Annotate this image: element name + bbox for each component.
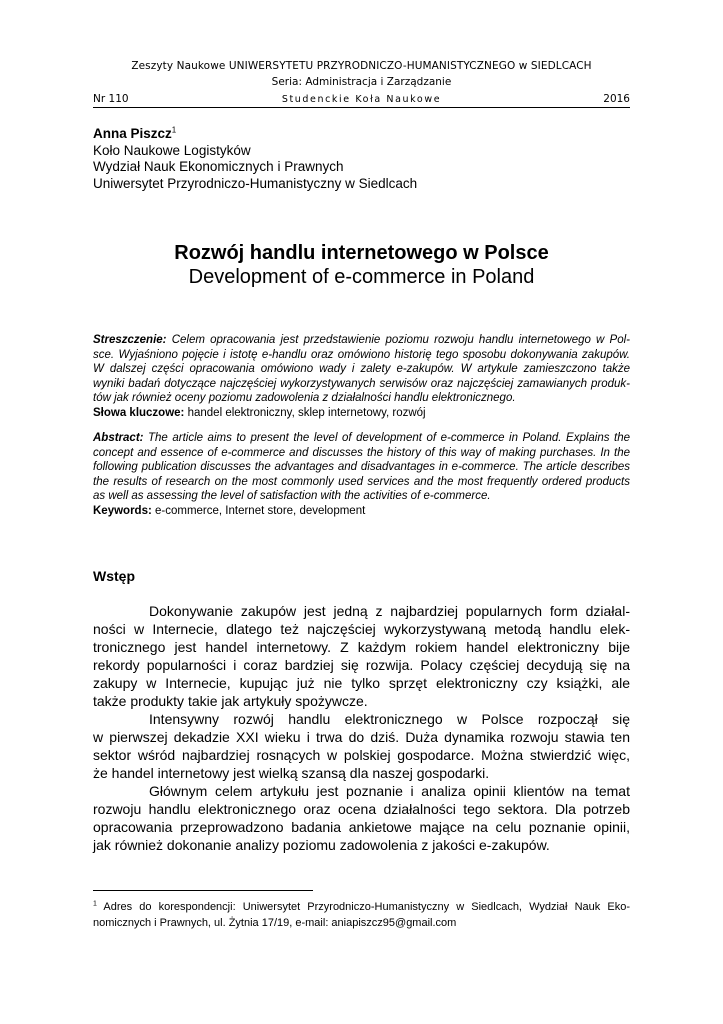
paragraph-line: w pierwszej dekadzie XXI wieku i trwa do dziś. Duża dynamika rozwoju stawia ten bbox=[93, 729, 630, 745]
abstract-line: sce. Wyjaśniono pojęcie i istotę e-handlu oraz omówiono historię tego sposobu dokonywania zakupów. bbox=[93, 348, 630, 361]
abstract-label: Abstract: bbox=[93, 432, 144, 444]
issue-number: Nr 110 bbox=[93, 93, 129, 105]
header-row bbox=[93, 91, 630, 108]
keywords-label: Słowa kluczowe: bbox=[93, 406, 185, 419]
footnote-line bbox=[93, 899, 630, 915]
abstract-line: wyniki badań dotyczące najczęściej wykorzystywanych serwisów oraz najczęściej zamawianych produk- bbox=[93, 377, 630, 390]
paragraph-line: Dokonywanie zakupów jest jedną z najbardziej popularnych form działal- bbox=[149, 603, 630, 619]
issue-year: 2016 bbox=[603, 93, 630, 105]
paragraph-line: Intensywny rozwój handlu elektronicznego w Polsce rozpoczął się bbox=[149, 711, 630, 727]
paragraph-line: rozwoju handlu elektronicznego oraz ocena działalności tego sektora. Dla potrzeb bbox=[93, 801, 630, 817]
paragraph-line: że handel internetowy jest wielką szansą dla naszej gospodarki. bbox=[93, 765, 490, 781]
footnote-divider bbox=[93, 890, 313, 891]
paragraph-line: Głównym celem artykułu jest poznanie i analiza opinii klientów na temat bbox=[149, 783, 630, 799]
abstract-label: Streszczenie: bbox=[93, 334, 167, 346]
subseries-name: Studenckie Koła Naukowe bbox=[281, 94, 442, 105]
footnote-text: Adres do korespondencji: Uniwersytet Przyrodniczo-Humanistyczny w Siedlcach, Wydział Nauk Eko- bbox=[103, 901, 630, 913]
affiliation-line: Koło Naukowe Logistyków bbox=[93, 142, 251, 158]
author-block bbox=[93, 126, 417, 192]
paragraph-line: opracowania przeprowadzono badania ankietowe mające na celu poznanie opinii, bbox=[93, 819, 630, 835]
title-polish: Rozwój handlu internetowego w Polsce bbox=[174, 242, 549, 264]
author-line bbox=[93, 126, 417, 143]
abstract-line: concept and essence of e-commerce and discusses the history of this way of making purchases. In the bbox=[93, 446, 630, 459]
paragraph-line: zakupy w Internecie, kupując już nie tylko sprzęt elektroniczny czy książki, ale bbox=[93, 675, 630, 691]
keywords-label: Keywords: bbox=[93, 504, 152, 517]
author-name: Anna Piszcz bbox=[93, 126, 172, 141]
footnote bbox=[93, 899, 630, 931]
journal-name: Zeszyty Naukowe UNIWERSYTETU PRZYRODNICZO-HUMANISTYCZNEGO w SIEDLCACH bbox=[131, 60, 592, 72]
paragraph-line: także produkty takie jak artykuły spożywcze. bbox=[93, 693, 368, 709]
abstract-text: The article aims to present the level of development of e-commerce in Poland. Explains the bbox=[148, 432, 630, 444]
abstract-text: Celem opracowania jest przedstawienie poziomu rozwoju handlu internetowego w Pol- bbox=[171, 334, 630, 346]
paragraph-line: tronicznego jest handel internetowy. Z każdym rokiem handel elektroniczny bije bbox=[93, 639, 630, 655]
abstract-line: as well as assessing the level of satisfaction with the activities of e-commerce. bbox=[93, 490, 491, 502]
abstract-line: the results of research on the most commonly used services and the most frequently ordered products bbox=[93, 475, 630, 488]
abstract-polish bbox=[93, 333, 630, 420]
keywords-text: e-commerce, Internet store, development bbox=[155, 504, 366, 517]
keywords-line bbox=[93, 406, 630, 421]
keywords-line bbox=[93, 504, 630, 519]
footnote-mark: 1 bbox=[93, 900, 97, 908]
affiliation-line: Uniwersytet Przyrodniczo-Humanistyczny w Siedlcach bbox=[93, 175, 418, 191]
abstract-line: following publication discusses the advantages and disadvantages in e-commerce. The article describes bbox=[93, 461, 630, 473]
paragraph-line: ności w Internecie, dlatego też najczęściej wykorzystywaną metodą handlu elek- bbox=[93, 621, 630, 637]
journal-series: Seria: Administracja i Zarządzanie bbox=[271, 76, 452, 88]
abstract-english bbox=[93, 431, 630, 518]
paragraph-line: jak również dokonanie analizy poziomu zadowolenia z jakości e-zakupów. bbox=[93, 837, 550, 853]
paragraph-line: rekordy popularności i coraz bardziej się rozwija. Polacy częściej decydują się na bbox=[93, 657, 630, 673]
section-body bbox=[93, 602, 630, 854]
paragraph-line: sektor wśród najbardziej rosnących w polskiej gospodarce. Można stwierdzić więc, bbox=[93, 747, 630, 763]
abstract-line: W dalszej części opracowania omówiono wady i zalety e-zakupów. W artykule zamieszczono także bbox=[93, 363, 630, 375]
affiliation-line: Wydział Nauk Ekonomicznych i Prawnych bbox=[93, 159, 344, 174]
section-heading: Wstęp bbox=[93, 568, 135, 584]
title-english: Development of e-commerce in Poland bbox=[188, 266, 535, 288]
abstract-line bbox=[93, 431, 630, 446]
abstract-line: tów jak również oceny poziomu zadowolenia z działalności handlu elektronicznego. bbox=[93, 392, 516, 404]
footnote-line: nomicznych i Prawnych, ul. Żytnia 17/19, e-mail: aniapiszcz95@gmail.com bbox=[93, 917, 457, 929]
author-footnote-mark: 1 bbox=[171, 125, 177, 135]
keywords-text: handel elektroniczny, sklep internetowy, rozwój bbox=[187, 406, 426, 419]
abstract-line bbox=[93, 333, 630, 348]
